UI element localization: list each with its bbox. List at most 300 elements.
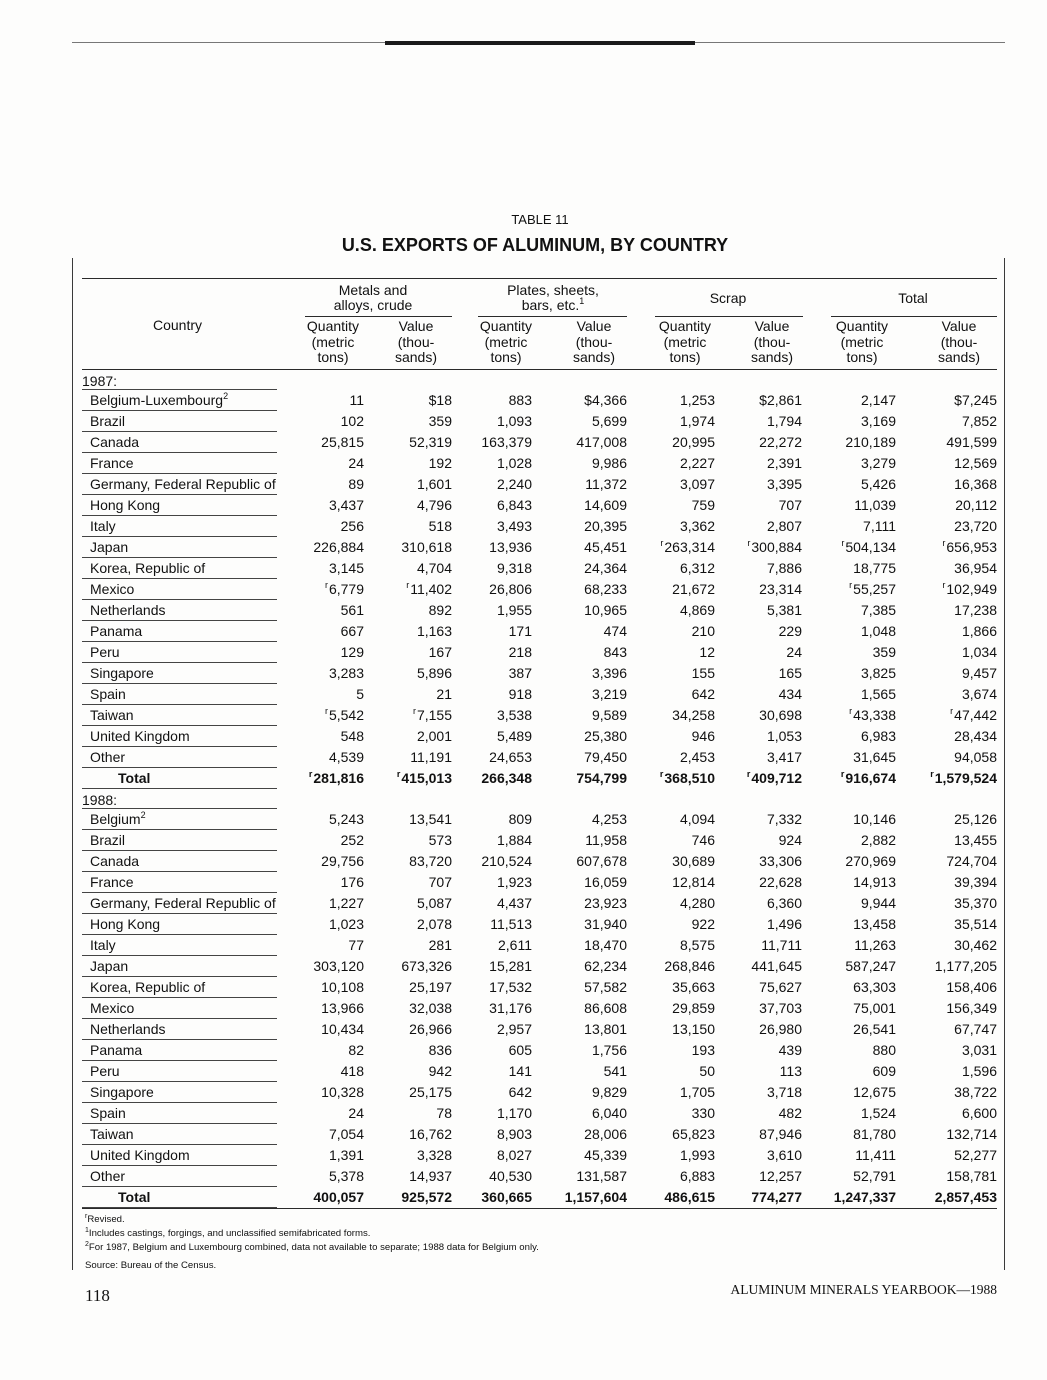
plates-quantity-cell: 163,379 [481,434,532,450]
page-number: 118 [85,1286,110,1305]
footnote-mark: r [85,1213,88,1220]
total-label-cell [82,1187,277,1208]
total-quantity-cell: 1,247,337 [833,1189,896,1205]
table-row [82,830,997,851]
metals-value-cell [406,579,452,600]
total-quantity-cell: 31,645 [853,749,896,765]
plates-value-cell: 45,451 [584,539,627,555]
metals-value-cell: 83,720 [409,853,452,869]
scrap-quantity-cell: 2,227 [679,455,715,471]
scrap-quantity-cell [660,768,715,789]
scrap-value-cell: 37,703 [759,1000,802,1016]
scrap-quantity-cell: 1,253 [679,392,715,408]
country-cell [82,998,277,1019]
metals-quantity-cell: 252 [340,832,364,848]
group-header-line: Scrap [709,290,747,306]
table-bottom-rule [82,1208,997,1209]
metals-value-cell: 16,762 [409,1126,452,1142]
quantity-column-header [645,319,725,366]
total-value-cell: 2,857,453 [934,1189,997,1205]
metals-quantity-cell: 561 [340,602,364,618]
value-column-header [376,319,456,366]
metals-quantity-cell: 303,120 [313,958,364,974]
metals-value-cell: 3,328 [416,1147,452,1163]
country-name: Panama [90,1042,143,1058]
total-value-cell [950,705,997,726]
plates-value-cell: 11,958 [585,832,627,848]
table-row [82,893,997,914]
plates-value-cell: 9,589 [591,707,627,723]
plates-value-cell: 10,965 [584,602,627,618]
footnote-revised [85,1214,125,1226]
plates-value-cell: 9,829 [591,1084,627,1100]
total-value-cell: 20,112 [955,497,997,513]
total-quantity-cell: 3,169 [860,413,896,429]
country-cell [82,537,277,558]
metals-quantity-cell: 7,054 [328,1126,364,1142]
cell-value: 6,779 [328,581,364,597]
plates-quantity-cell: 4,437 [496,895,532,911]
scrap-value-cell: 7,886 [766,560,802,576]
metals-quantity-cell: 5,243 [328,811,364,827]
table-row [82,1166,997,1187]
plates-quantity-cell: 3,493 [496,518,532,534]
footnote-1 [85,1228,370,1240]
metals-value-cell: 2,001 [416,728,452,744]
revised-mark: r [412,706,416,716]
table-row [82,663,997,684]
total-quantity-cell [841,768,896,789]
country-name: Spain [90,686,126,702]
total-quantity-cell: 609 [872,1063,896,1079]
table-row [82,621,997,642]
country-name: Canada [90,434,140,450]
country-cell [82,663,277,684]
total-label: Total [118,770,151,786]
country-name: Taiwan [90,707,134,723]
scrap-quantity-cell: 8,575 [679,937,715,953]
plates-quantity-cell: 642 [508,1084,532,1100]
table-row [82,998,997,1019]
country-name: Korea, Republic of [90,560,206,576]
metals-quantity-cell: 3,437 [328,497,364,513]
total-value-cell: 9,457 [961,665,997,681]
scrap-value-cell: 439 [778,1042,802,1058]
total-value-cell: 36,954 [954,560,997,576]
country-cell [82,579,277,600]
scrap-value-cell [747,768,802,789]
metals-quantity-cell: 1,227 [328,895,364,911]
total-quantity-cell: 11,039 [854,497,896,513]
table-row [82,684,997,705]
total-value-cell: 25,126 [954,811,997,827]
footnote-ref: 2 [223,391,229,401]
metals-quantity-cell: 24 [348,1105,364,1121]
country-name: Belgium-Luxembourg [90,392,224,408]
plates-value-cell: 9,986 [591,455,627,471]
plates-quantity-cell: 1,170 [496,1105,532,1121]
plates-value-cell: 45,339 [584,1147,627,1163]
section-year-row [82,789,997,809]
country-name: Taiwan [90,1126,134,1142]
plates-value-cell: 62,234 [584,958,627,974]
plates-value-cell: 5,699 [591,413,627,429]
header-line: (metric [484,333,528,350]
country-cell [82,1082,277,1103]
revised-mark: r [324,706,328,716]
cell-value: 281,816 [313,770,364,786]
cell-value: 102,949 [946,581,997,597]
plates-quantity-cell: 218 [508,644,532,660]
scrap-quantity-cell: 193 [691,1042,715,1058]
plates-value-cell: 417,008 [576,434,627,450]
header-line: Value [576,318,612,334]
metals-value-cell: 26,966 [409,1021,452,1037]
header-line: (thou- [397,333,435,350]
total-quantity-cell: 12,675 [853,1084,896,1100]
scrap-value-cell: 3,718 [766,1084,802,1100]
country-cell [82,1040,277,1061]
scrap-quantity-cell: 12 [699,644,715,660]
plates-quantity-cell: 15,281 [489,958,532,974]
plates-value-cell: 24,364 [584,560,627,576]
total-value-cell: 491,599 [946,434,997,450]
table-row [82,1145,997,1166]
plates-quantity-cell: 24,653 [489,749,532,765]
revised-mark: r [324,580,328,590]
total-value-cell: 158,406 [946,979,997,995]
total-row [82,1187,997,1208]
header-line: (thou- [940,333,978,350]
plates-value-cell: 754,799 [576,770,627,786]
cell-value: 504,134 [845,539,896,555]
plates-quantity-cell: 605 [508,1042,532,1058]
country-name: Hong Kong [90,497,161,513]
total-value-cell: 724,704 [946,853,997,869]
scrap-quantity-cell: 4,094 [679,811,715,827]
scrap-value-cell: 30,698 [759,707,802,723]
country-cell [82,558,277,579]
metals-quantity-cell: 1,023 [328,916,364,932]
country-name: Belgium [90,811,141,827]
scrap-quantity-cell: 4,280 [679,895,715,911]
revised-mark: r [659,769,664,779]
total-quantity-cell: 359 [872,644,896,660]
scrap-value-cell: 2,807 [766,518,802,534]
table-row [82,600,997,621]
plates-quantity-cell: 171 [508,623,532,639]
scrap-quantity-cell: 486,615 [664,1189,715,1205]
plates-quantity-cell: 883 [508,392,532,408]
scrap-value-cell: 1,053 [766,728,802,744]
metals-quantity-cell: 418 [340,1063,364,1079]
country-cell [82,411,277,432]
total-quantity-cell: 26,541 [853,1021,896,1037]
metals-value-cell: 2,078 [416,916,452,932]
total-quantity-cell: 63,303 [853,979,896,995]
table-row [82,872,997,893]
group-underline [305,316,452,317]
scrap-value-cell: 707 [778,497,802,513]
cell-value: 300,884 [751,539,802,555]
plates-quantity-cell: 17,532 [489,979,532,995]
metals-quantity-cell: 5 [356,686,364,702]
header-line: tons) [317,349,349,365]
country-cell [82,851,277,872]
metals-quantity-cell: 400,057 [313,1189,364,1205]
country-cell [82,1019,277,1040]
metals-value-cell: 5,896 [416,665,452,681]
footnote-text: Revised. [87,1214,125,1225]
country-name: Spain [90,1105,126,1121]
plates-value-cell: 79,450 [584,749,627,765]
metals-value-cell: 707 [428,874,452,890]
table-row [82,977,997,998]
plates-value-cell: 607,678 [576,853,627,869]
total-value-cell: 67,747 [954,1021,997,1037]
cell-value: 55,257 [853,581,896,597]
scrap-value-cell: 22,628 [759,874,802,890]
plates-quantity-cell: 6,843 [496,497,532,513]
total-value-cell: 94,058 [954,749,997,765]
country-cell [82,453,277,474]
plates-value-cell: 13,801 [584,1021,627,1037]
plates-value-cell: 6,040 [591,1105,627,1121]
country-name: Germany, Federal Republic of [90,476,276,492]
country-name: Singapore [90,1084,154,1100]
metals-quantity-cell: 3,283 [328,665,364,681]
table-top-rule [82,278,997,279]
scrap-value-cell: 482 [778,1105,802,1121]
revised-mark: r [950,706,954,716]
scrap-value-cell: 2,391 [766,455,802,471]
scrap-quantity-cell: 946 [691,728,715,744]
country-name: Other [90,1168,126,1184]
table-row [82,1103,997,1124]
country-cell [82,516,277,537]
country-name: Japan [90,958,129,974]
scrap-quantity-cell: 30,689 [672,853,715,869]
cell-value: 43,338 [853,707,896,723]
metals-value-cell: 78 [436,1105,452,1121]
plates-sheets-group-header [473,283,633,313]
metals-quantity-cell: 10,328 [321,1084,364,1100]
footnote-text: For 1987, Belgium and Luxembourg combined, data not available to separate; 1988 data for Belgium only. [88,1242,539,1253]
country-name: Peru [90,644,120,660]
table-row [82,726,997,747]
total-value-cell: 3,031 [961,1042,997,1058]
revised-mark: r [406,580,410,590]
scrap-quantity-cell: 6,883 [679,1168,715,1184]
plates-quantity-cell: 918 [508,686,532,702]
plates-value-cell: 25,380 [584,728,627,744]
scrap-quantity-cell: 29,859 [672,1000,715,1016]
total-quantity-cell: 1,048 [860,623,896,639]
country-cell [82,893,277,914]
country-cell [82,432,277,453]
scrap-value-cell: 87,946 [759,1126,802,1142]
header-line: Quantity [306,318,360,334]
total-quantity-cell: 6,983 [860,728,896,744]
total-quantity-cell: 587,247 [845,958,896,974]
footnote-mark: 2 [85,1241,89,1248]
scrap-quantity-cell: 35,663 [672,979,715,995]
metals-quantity-cell: 129 [340,644,364,660]
metals-quantity-cell: 13,966 [321,1000,364,1016]
metals-quantity-cell: 3,145 [328,560,364,576]
metals-value-cell [397,768,452,789]
scrap-value-cell: 26,980 [759,1021,802,1037]
plates-quantity-cell: 2,240 [496,476,532,492]
top-rule-accent [385,41,695,45]
table-row [82,558,997,579]
plates-quantity-cell: 11,513 [490,916,532,932]
revised-mark: r [942,538,946,548]
scrap-quantity-cell: 13,150 [672,1021,715,1037]
table-row [82,390,997,411]
metals-quantity-cell: 548 [340,728,364,744]
cell-value: 263,314 [664,539,715,555]
total-value-cell: 16,368 [954,476,997,492]
scrap-value-cell: 6,360 [766,895,802,911]
country-name: Brazil [90,832,126,848]
header-line: Quantity [658,318,712,334]
scrap-quantity-cell: 210 [691,623,715,639]
metals-quantity-cell: 77 [348,937,364,953]
plates-quantity-cell: 266,348 [481,770,532,786]
plates-quantity-cell: 2,611 [498,937,532,953]
plates-quantity-cell: 40,530 [489,1168,532,1184]
scrap-value-cell: 113 [779,1063,802,1079]
plates-quantity-cell: 13,936 [489,539,532,555]
metals-quantity-cell: 89 [348,476,364,492]
country-name: Brazil [90,413,126,429]
country-cell [82,1166,277,1187]
metals-quantity-cell: 24 [348,455,364,471]
header-line: sands) [394,349,438,365]
plates-value-cell: 1,756 [591,1042,627,1058]
group-header-line: Total [898,290,928,306]
plates-value-cell: 1,157,604 [564,1189,627,1205]
table-row [82,495,997,516]
plates-quantity-cell: 1,884 [496,832,532,848]
total-quantity-cell: 1,565 [860,686,896,702]
country-name: Korea, Republic of [90,979,206,995]
plates-value-cell: 11,372 [585,476,627,492]
running-footer: ALUMINUM MINERALS YEARBOOK—1988 [730,1282,997,1297]
group-header-line: alloys, crude [333,297,413,313]
table-body [82,370,997,1208]
table-number: TABLE 11 [511,212,569,227]
value-column-header [554,319,634,366]
scrap-value-cell: 3,417 [766,749,802,765]
scrap-value-cell: 229 [778,623,802,639]
header-line: sands) [750,349,794,365]
section-year-label: 1987: [82,373,118,389]
scrap-value-cell: 33,306 [759,853,802,869]
country-cell [82,1145,277,1166]
table-row [82,411,997,432]
plates-quantity-cell: 141 [508,1063,532,1079]
total-label-cell [82,768,277,789]
header-line: (metric [311,333,355,350]
plates-quantity-cell: 809 [508,811,532,827]
plates-value-cell: 57,582 [584,979,627,995]
header-line: Quantity [479,318,533,334]
scrap-quantity-cell: 65,823 [672,1126,715,1142]
header-line: tons) [669,349,701,365]
metals-value-cell: 11,191 [410,749,452,765]
plates-value-cell: 68,233 [584,581,627,597]
total-quantity-cell: 7,111 [863,518,896,534]
country-name: Singapore [90,665,154,681]
metals-value-cell: 310,618 [401,539,452,555]
total-value-cell: 13,455 [954,832,997,848]
country-cell [82,830,277,851]
table-row [82,1040,997,1061]
group-header-line [473,298,633,313]
plates-value-cell: 28,006 [584,1126,627,1142]
total-value-cell: 35,514 [954,916,997,932]
metals-value-cell: 52,319 [409,434,452,450]
metals-value-cell: 21 [436,686,452,702]
plates-value-cell: $4,366 [584,392,627,408]
metals-quantity-cell [325,705,364,726]
scrap-value-cell: 3,395 [766,476,802,492]
table-row [82,747,997,768]
plates-quantity-cell: 5,489 [496,728,532,744]
scrap-value-cell: 434 [778,686,802,702]
plates-value-cell: 131,587 [576,1168,627,1184]
cell-value: 11,402 [410,581,452,597]
metals-quantity-cell: 25,815 [321,434,364,450]
value-column-header [919,319,999,366]
scrap-quantity-cell: 1,993 [679,1147,715,1163]
plates-value-cell: 843 [603,644,627,660]
total-value-cell: 1,596 [961,1063,997,1079]
country-cell [82,726,277,747]
country-name: Canada [90,853,140,869]
revised-mark: r [308,769,313,779]
metals-quantity-cell: 1,391 [328,1147,364,1163]
country-cell [82,1061,277,1082]
table-row [82,537,997,558]
country-name: Netherlands [90,602,166,618]
country-cell [82,600,277,621]
header-line: tons) [490,349,522,365]
total-row [82,768,997,789]
total-value-cell: 1,866 [961,623,997,639]
metals-value-cell: 518 [428,518,452,534]
country-cell [82,1103,277,1124]
table-row [82,579,997,600]
scrap-quantity-cell: 330 [691,1105,715,1121]
scrap-quantity-cell: 746 [691,832,715,848]
scrap-value-cell: 11,711 [761,937,802,953]
country-cell [82,474,277,495]
table-row [82,1061,997,1082]
table-row [82,1124,997,1145]
metals-quantity-cell: 10,108 [321,979,364,995]
scrap-quantity-cell: 2,453 [679,749,715,765]
metals-quantity-cell: 176 [340,874,364,890]
header-line: Value [398,318,434,334]
table-row [82,956,997,977]
total-value-cell: 1,034 [961,644,997,660]
country-name: Other [90,749,126,765]
metals-value-cell: 281 [428,937,452,953]
cell-value: 7,155 [416,707,452,723]
